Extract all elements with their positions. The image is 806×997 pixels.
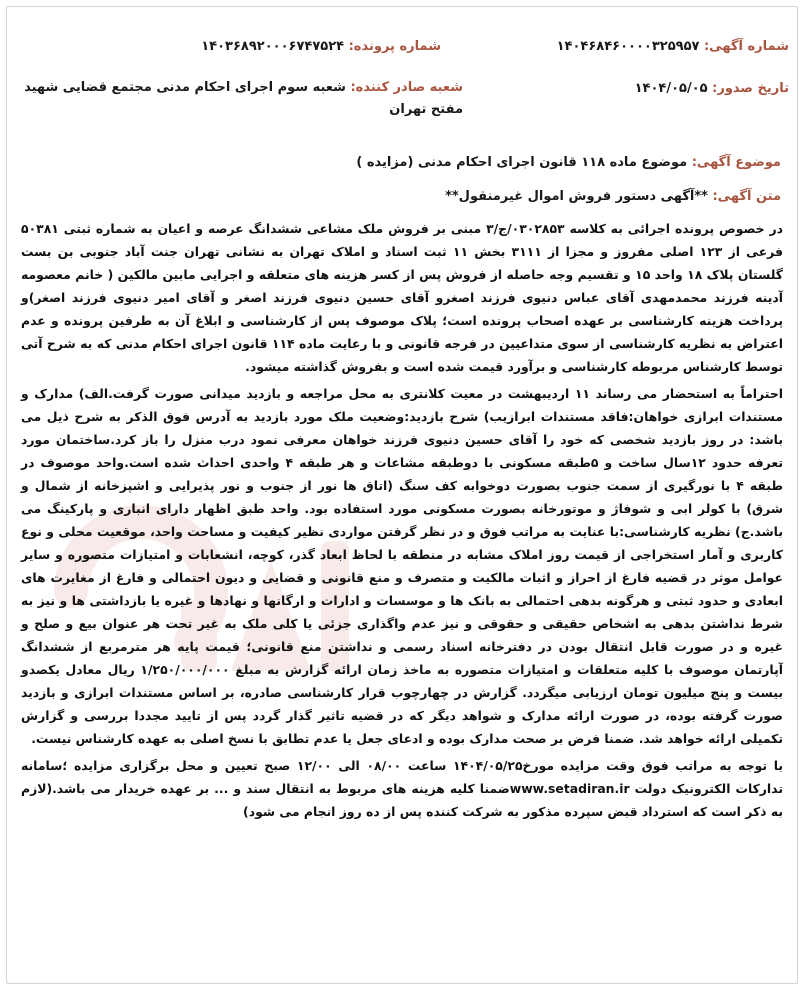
case-number-label: شماره پرونده: [348,39,441,54]
paragraph-expert-report: احتراماً به استحضار می رساند ۱۱ اردیبهشت در معیت کلانتری به محل مراجعه و بازدید میدانی صورت گرفت.الف) مدارک و مستندات ابرازی خواهان:فاقد مستندات ابرازیب) شرح بازدید:وضعیت ملک مورد بازدید به آدرس فوق الذکر به شرح ذیل می باشد: در روز بازدید شخصی که خود را آقای حسین دنیوی فرزند خواهان معرفی نمود درب منزل را باز کرد.ساختمان مورد تعرفه حدود ۱۲سال ساخت و ۵طبقه مسکونی با دوطبقه مشاعات و هر طبقه ۴ واحدی احداث شده است.واحد موصوف در طبقه ۴ با نورگیری از سمت جنوب بصورت دوخوابه کف سنگ (اتاق ها نور از جنوب و نور پذیرایی و اشپزخانه از شمال و شرق) با کولر ابی و شوفاژ و موتورخانه بصورت مسکونی مورد استفاده بود. واحد طبق اظهار دارای انباری و پارکینگ می باشد.ج) نظریه کارشناسی:با عنایت به مراتب فوق و در نظر گرفتن مواردی نظیر کیفیت و مساحت واحد، موقعیت محلی و نوع کاربری و آمار استخراجی از قیمت روز املاک مشابه در منطقه با لحاظ ابعاد گذر، کوچه، انشعابات و امتیازات متصوره و سایر عوامل موثر در قضیه فارغ از احراز و اثبات مالکیت و متصرف و منع قانونی و قضایی و دیون احتمالی و فارغ از مغایرت های ابعادی و حدود ثبتی و هرگونه بدهی احتمالی به بانک ها و موسسات و ادارات و ارگانها و نهادها و غیره یا بازداشتی ها و نیز به شرط نداشتن بدهی به اشخاص حقیقی و حقوقی و نیز عدم واگذاری جزئی یا کلی ملک به غیر تحت هر عنوان بیع و صلح و غیره و در صورت قابل انتقال بودن در دفترخانه اسناد رسمی و نداشتن منع قانونی؛ قیمت پایه هر مترمربع از ششدانگ آپارتمان موصوف با کلیه متعلقات و امتیازات متصوره به ماخذ زمان ارائه گزارش به مبلغ ۱/۲۵۰/۰۰۰/۰۰۰ ریال معادل یکصدو بیست و پنج میلیون تومان ارزیابی میگردد. گزارش در چهارچوب قرار کارشناسی صادره، بر اساس مستندات ابرازی و بازدید صورت گرفته بوده، در صورت ارائه مدارک و شواهد دیگر که در قضیه تاثیر گذار گردد پس از تایید مجددا بررسی و گزارش تکمیلی ارائه خواهد شد. ضمنا فرض بر صحت مدارک بوده و ادعای جعل یا عدم تطابق با نسخ اصلی به عهده کارشناس نیست. [21,386,783,746]
notice-body [21,217,783,823]
notice-text-heading [445,189,781,204]
notice-number [557,39,789,54]
notice-number-value: ۱۴۰۴۶۸۴۶۰۰۰۰۳۲۵۹۵۷ [556,39,700,54]
issue-date-label: تاریخ صدور: [712,81,789,96]
paragraph-case-description: در خصوص پرونده اجرائی به کلاسه ۰۳۰۲۸۵۳/ج/۳ مبنی بر فروش ملک مشاعی ششدانگ عرصه و اعیان به شماره ثبتی ۵۰۳۸۱ فرعی از ۱۲۳ اصلی مفروز و مجزا از ۳۱۱۱ بخش ۱۱ ثبت اسناد و املاک تهران به نشانی تهران جنت آباد جنوبی بن بست گلستان پلاک ۱۸ واحد ۱۵ و تقسیم وجه حاصله از فروش پس از کسر هزینه های متعلقه و اجرایی مابین مالکین ( خانم معصومه آدینه فرزند محمدمهدی آقای عباس دنیوی فرزند اصغرو آقای حسین دنیوی فرزند اصغر و آقای امیر دنیوی فرزند اصغر)و پرداخت هزینه کارشناسی بر عهده اصحاب پرونده است؛ پلاک موصوف پس از کارشناسی و ابلاغ آن به طرفین پرونده و عدم اعتراض به نظریه کارشناسی از سوی متداعیین در فرجه قانونی و با رعایت ماده ۱۱۴ قانون اجرای احکام مدنی که به شرح آتی توسط کارشناس مربوطه کارشناسی و برآورد قیمت شده است و بفروش گذاشته میشود. [21,221,783,374]
notice-frame [6,6,798,984]
paragraph-auction-details: با توجه به مراتب فوق وقت مزایده مورخ۱۴۰۴/۰۵/۲۵ ساعت ۰۸/۰۰ الی ۱۲/۰۰ صبح تعیین و محل برگزاری مزایده ؛سامانه تدارکات الکترونیک دولت www.setadiran.irضمنا کلیه هزینه های مربوط به انتقال سند و ... بر عهده خریدار می باشد.(لازم به ذکر است که استرداد قبض سپرده مذکور به شرکت کننده پس از ده روز انجام می شود) [21,758,783,819]
notice-subject [356,155,781,170]
text-title: **آگهی دستور فروش اموال غیرمنقول** [445,189,708,204]
issue-date [635,81,789,96]
notice-number-label: شماره آگهی: [703,39,789,54]
subject-value: موضوع ماده ۱۱۸ قانون اجرای احکام مدنی (مزایده ) [356,155,688,170]
issuer-label: شعبه صادر کننده: [350,80,463,95]
case-number-value: ۱۴۰۳۶۸۹۲۰۰۰۶۷۴۷۵۲۴ [201,39,345,54]
issuer [23,77,463,121]
text-label: متن آگهی: [712,189,781,204]
case-number [201,39,441,54]
subject-label: موضوع آگهی: [691,155,781,170]
issuer-value: شعبه سوم اجرای احکام مدنی مجتمع قضایی شهید مفتح تهران [24,80,463,117]
issue-date-value: ۱۴۰۴/۰۵/۰۵ [634,81,708,96]
